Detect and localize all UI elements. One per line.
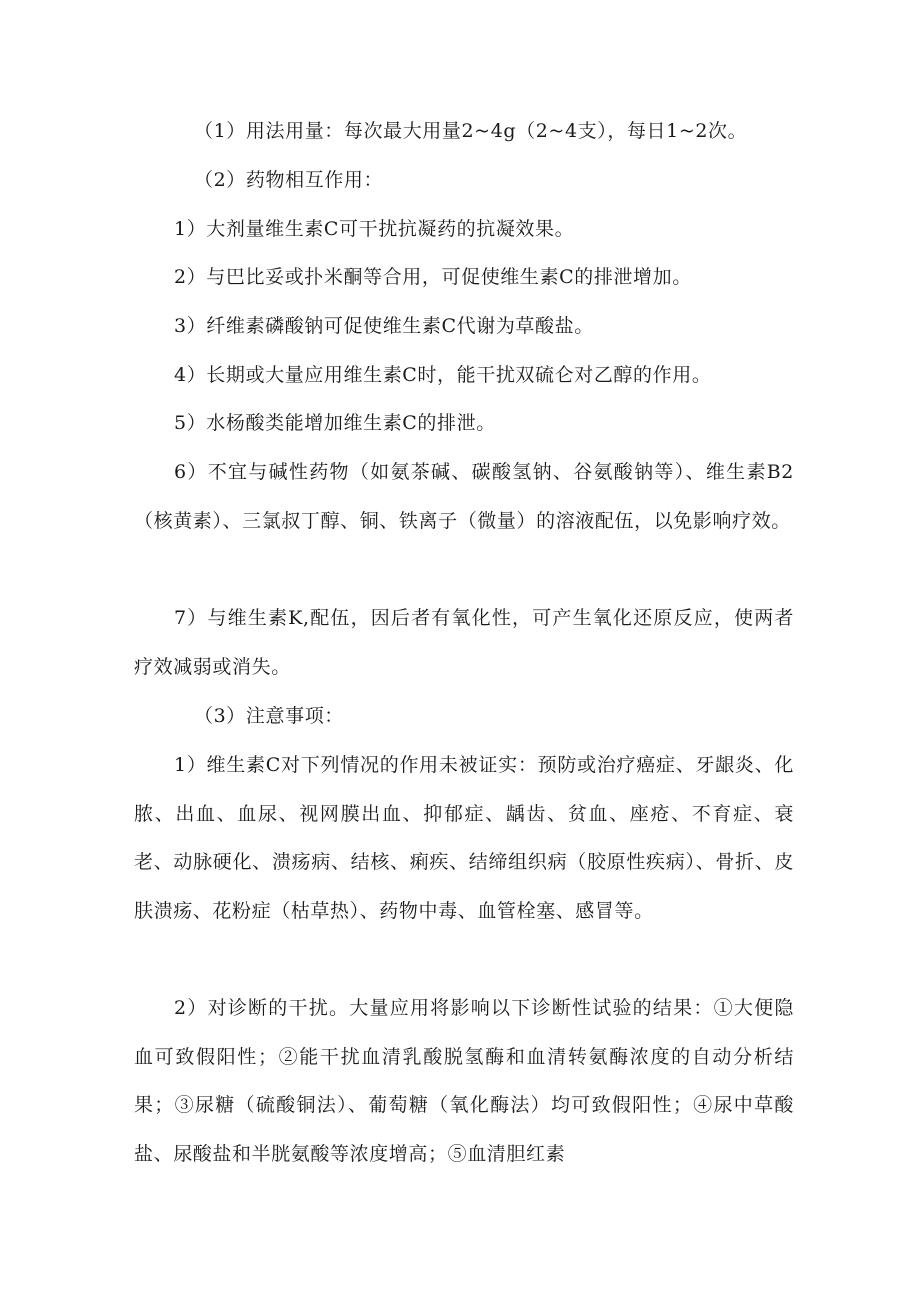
paragraph-interaction-6: 6）不宜与碱性药物（如氨茶碱、碳酸氢钠、谷氨酸钠等）、维生素B2（核黄素）、三氯叔丁醇、铜、铁离子（微量）的溶液配伍，以免影响疗效。 xyxy=(134,461,794,532)
paragraph-interaction-4: 4）长期或大量应用维生素C时，能干扰双硫仑对乙醇的作用。 xyxy=(174,364,712,386)
paragraph-precautions-heading: （3）注意事项： xyxy=(194,705,344,727)
paragraph-interaction-2: 2）与巴比妥或扑米酮等合用，可促使维生素C的排泄增加。 xyxy=(174,266,692,288)
paragraph-dosage: （1）用法用量：每次最大用量2~4g（2~4支），每日1~2次。 xyxy=(194,120,748,142)
paragraph-interaction-3: 3）纤维素磷酸钠可促使维生素C代谢为草酸盐。 xyxy=(174,315,594,337)
paragraph-interaction-1: 1）大剂量维生素C可干扰抗凝药的抗凝效果。 xyxy=(174,218,575,240)
paragraph-precaution-1: 1）维生素C对下列情况的作用未被证实：预防或治疗癌症、牙龈炎、化脓、出血、血尿、视网膜出血、抑郁症、龋齿、贫血、座疮、不育症、衰老、动脉硬化、溃疡病、结核、痢疾、结缔组织病（胶原性疾病）、骨折、皮肤溃疡、花粉症（枯草热）、药物中毒、血管栓塞、感冒等。 xyxy=(134,754,794,922)
paragraph-interactions-heading: （2）药物相互作用： xyxy=(194,169,384,191)
paragraph-interaction-7: 7）与维生素K,配伍，因后者有氧化性，可产生氧化还原反应，使两者疗效减弱或消失。 xyxy=(134,607,794,678)
paragraph-precaution-2: 2）对诊断的干扰。大量应用将影响以下诊断性试验的结果：①大便隐血可致假阳性；②能干扰血清乳酸脱氢酶和血清转氨酶浓度的自动分析结果；③尿糖（硫酸铜法）、葡萄糖（氧化酶法）均可致假阳性；④尿中草酸盐、尿酸盐和半胱氨酸等浓度增高；⑤血清胆红素 xyxy=(134,997,794,1165)
paragraph-interaction-5: 5）水杨酸类能增加维生素C的排泄。 xyxy=(174,412,496,434)
